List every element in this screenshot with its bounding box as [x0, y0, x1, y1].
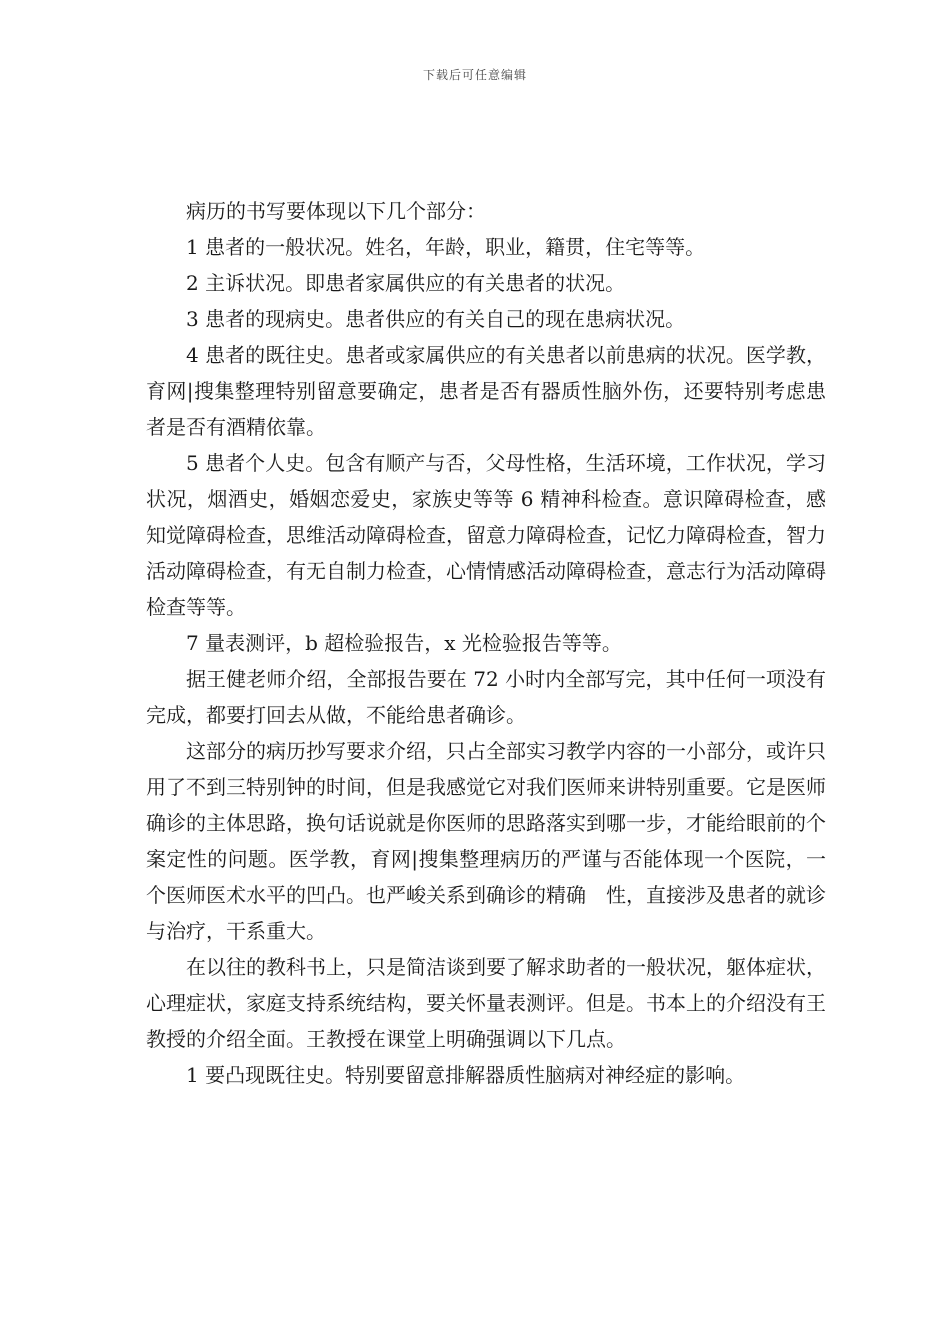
paragraph: 5 患者个人史。包含有顺产与否，父母性格，生活环境，工作状况，学习状况，烟酒史，婚姻恋爱史，家族史等等 6 精神科检查。意识障碍检查，感知觉障碍检查，思维活动障碍检查，留意力障碍检查，记忆力障碍检查，智力活动障碍检查，有无自制力检查，心情情感活动障碍检查，意志行为活动障碍检查等等。	[146, 451, 826, 619]
paragraph: 4 患者的既往史。患者或家属供应的有关患者以前患病的状况。医学教，育网|搜集整理特别留意要确定，患者是否有器质性脑外伤，还要特别考虑患者是否有酒精依靠。	[146, 343, 826, 439]
paragraph: 1 患者的一般状况。姓名，年龄，职业，籍贯，住宅等等。	[186, 235, 706, 259]
paragraph: 2 主诉状况。即患者家属供应的有关患者的状况。	[186, 271, 626, 295]
page-header-note: 下载后可任意编辑	[422, 68, 527, 82]
paragraph: 病历的书写要体现以下几个部分：	[186, 199, 486, 223]
paragraph: 1 要凸现既往史。特别要留意排解器质性脑病对神经症的影响。	[186, 1063, 746, 1087]
paragraph: 7 量表测评，b 超检验报告，x 光检验报告等等。	[186, 631, 622, 655]
document-body	[146, 193, 826, 1093]
paragraph: 在以往的教科书上，只是简洁谈到要了解求助者的一般状况，躯体症状，心理症状，家庭支持系统结构，要关怀量表测评。但是。书本上的介绍没有王教授的介绍全面。王教授在课堂上明确强调以下几点。	[146, 955, 826, 1051]
paragraph: 这部分的病历抄写要求介绍，只占全部实习教学内容的一小部分，或许只用了不到三特别钟的时间，但是我感觉它对我们医师来讲特别重要。它是医师确诊的主体思路，换句话说就是你医师的思路落实到哪一步，才能给眼前的个案定性的问题。医学教，育网|搜集整理病历的严谨与否能体现一个医院，一个医师医术水平的凹凸。也严峻关系到确诊的精确 性，直接涉及患者的就诊与治疗，干系重大。	[146, 739, 826, 943]
paragraph: 3 患者的现病史。患者供应的有关自己的现在患病状况。	[186, 307, 686, 331]
paragraph: 据王健老师介绍，全部报告要在 72 小时内全部写完，其中任何一项没有完成，都要打回去从做，不能给患者确诊。	[146, 667, 826, 727]
